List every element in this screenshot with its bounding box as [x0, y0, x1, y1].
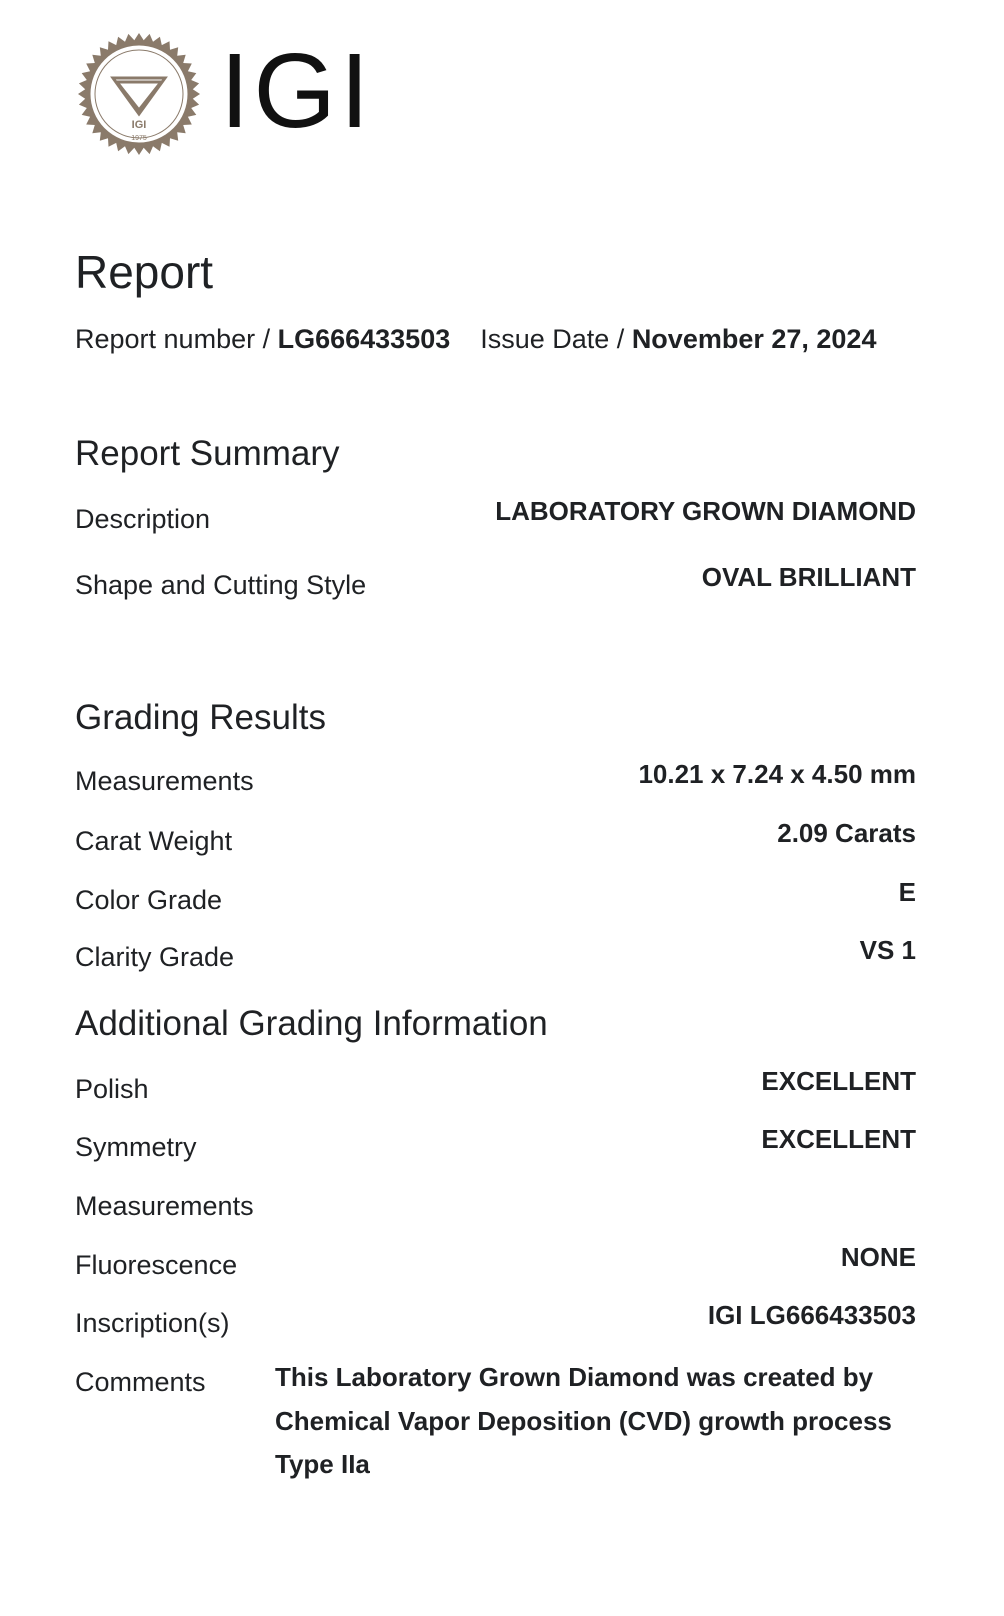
- row-value: LABORATORY GROWN DIAMOND: [495, 496, 916, 526]
- row-label: Color Grade: [75, 885, 223, 915]
- row-label: Shape and Cutting Style: [75, 570, 367, 600]
- row-value: 10.21 x 7.24 x 4.50 mm: [638, 759, 916, 789]
- issue-date: November 27, 2024: [631, 324, 877, 354]
- svg-text:1975: 1975: [131, 135, 147, 142]
- row-label: Comments: [75, 1367, 206, 1397]
- row-value: VS 1: [859, 935, 916, 965]
- page-title: Report: [75, 246, 214, 298]
- report-summary-heading: Report Summary: [75, 434, 340, 473]
- row-value: 2.09 Carats: [777, 818, 916, 848]
- row-value: EXCELLENT: [761, 1124, 916, 1154]
- row-label: Inscription(s): [75, 1308, 230, 1338]
- row-label: Description: [75, 504, 211, 534]
- comments-value: This Laboratory Grown Diamond was created by Chemical Vapor Deposition (CVD) growth process Type IIa: [275, 1362, 892, 1479]
- issue-date-label: Issue Date /: [480, 324, 632, 354]
- row-value: EXCELLENT: [761, 1066, 916, 1096]
- additional-grading-heading: Additional Grading Information: [75, 1004, 548, 1043]
- report-number: LG666433503: [277, 324, 451, 354]
- grading-results-heading: Grading Results: [75, 698, 326, 737]
- row-label: Polish: [75, 1074, 149, 1104]
- igi-seal-logo: [77, 32, 201, 156]
- row-label: Clarity Grade: [75, 942, 235, 972]
- row-label: Symmetry: [75, 1132, 197, 1162]
- report-number-label: Report number /: [75, 324, 278, 354]
- svg-text:IGI: IGI: [131, 119, 147, 131]
- row-value: NONE: [840, 1242, 916, 1272]
- row-label: Fluorescence: [75, 1250, 238, 1280]
- igi-wordmark: IGI: [220, 32, 374, 150]
- row-label: Measurements: [75, 766, 254, 796]
- row-label: Carat Weight: [75, 826, 233, 856]
- row-label: Measurements: [75, 1191, 254, 1221]
- report-meta: [75, 318, 895, 361]
- row-value: OVAL BRILLIANT: [701, 562, 916, 592]
- row-value: IGI LG666433503: [707, 1300, 916, 1330]
- row-value: E: [898, 877, 916, 907]
